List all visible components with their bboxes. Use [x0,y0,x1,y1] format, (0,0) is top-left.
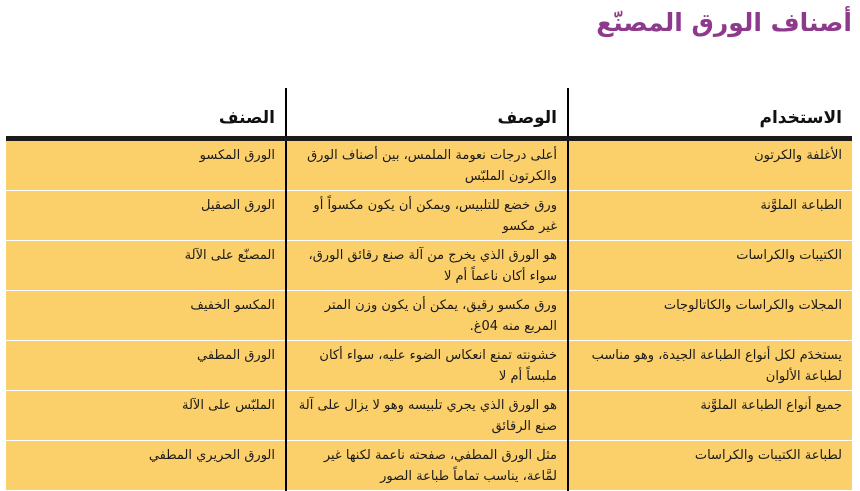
table-row [6,391,852,441]
paper-types-table [6,88,852,491]
cell-description: خشونته تمنع انعكاس الضوء عليه، سواء أكان ملبساً أم لا [286,341,568,391]
cell-usage: الطباعة الملوَّنة [568,191,852,241]
cell-usage: لطباعة الكتيبات والكراسات [568,441,852,491]
cell-type: المصنّع على الآلة [6,241,286,291]
table-row [6,291,852,341]
cell-type: الورق المطفي [6,341,286,391]
cell-description: ورق خضع للتلبيس، ويمكن أن يكون مكسواً أو غير مكسو [286,191,568,241]
cell-type: الملبّس على الآلة [6,391,286,441]
cell-description: مثل الورق المطفي، صفحته ناعمة لكنها غير لمَّاعة، يناسب تماماً طباعة الصور [286,441,568,491]
header-usage: الاستخدام [568,88,852,139]
cell-usage: الأغلفة والكرتون [568,139,852,191]
cell-type: الورق المكسو [6,139,286,191]
cell-type: الورق الحريري المطفي [6,441,286,491]
table-row [6,139,852,191]
cell-usage: جميع أنواع الطباعة الملوَّنة [568,391,852,441]
header-type: الصنف [218,108,275,128]
cell-description: أعلى درجات نعومة الملمس، بين أصناف الورق والكرتون الملبّس [286,139,568,191]
table-row [6,441,852,491]
cell-usage: يستخدَم لكل أنواع الطباعة الجيدة، وهو مناسب لطباعة الألوان [568,341,852,391]
cell-description: هو الورق الذي يخرج من آلة صنع رقائق الورق، سواء أكان ناعماً أم لا [286,241,568,291]
table-row [6,191,852,241]
table-row [6,241,852,291]
cell-type: المكسو الخفيف [6,291,286,341]
cell-usage: الكتيبات والكراسات [568,241,852,291]
table-row [6,341,852,391]
page-title: أصناف الورق المصنّع [596,8,852,37]
cell-type: الورق الصقيل [6,191,286,241]
cell-usage: المجلات والكراسات والكاتالوجات [568,291,852,341]
table-header-row [6,88,852,139]
cell-description: هو الورق الذي يجري تلبيسه وهو لا يزال على آلة صنع الرقائق [286,391,568,441]
header-description: الوصف [286,88,568,139]
cell-description: ورق مكسو رقيق، يمكن أن يكون وزن المتر المربع منه 04غ. [286,291,568,341]
